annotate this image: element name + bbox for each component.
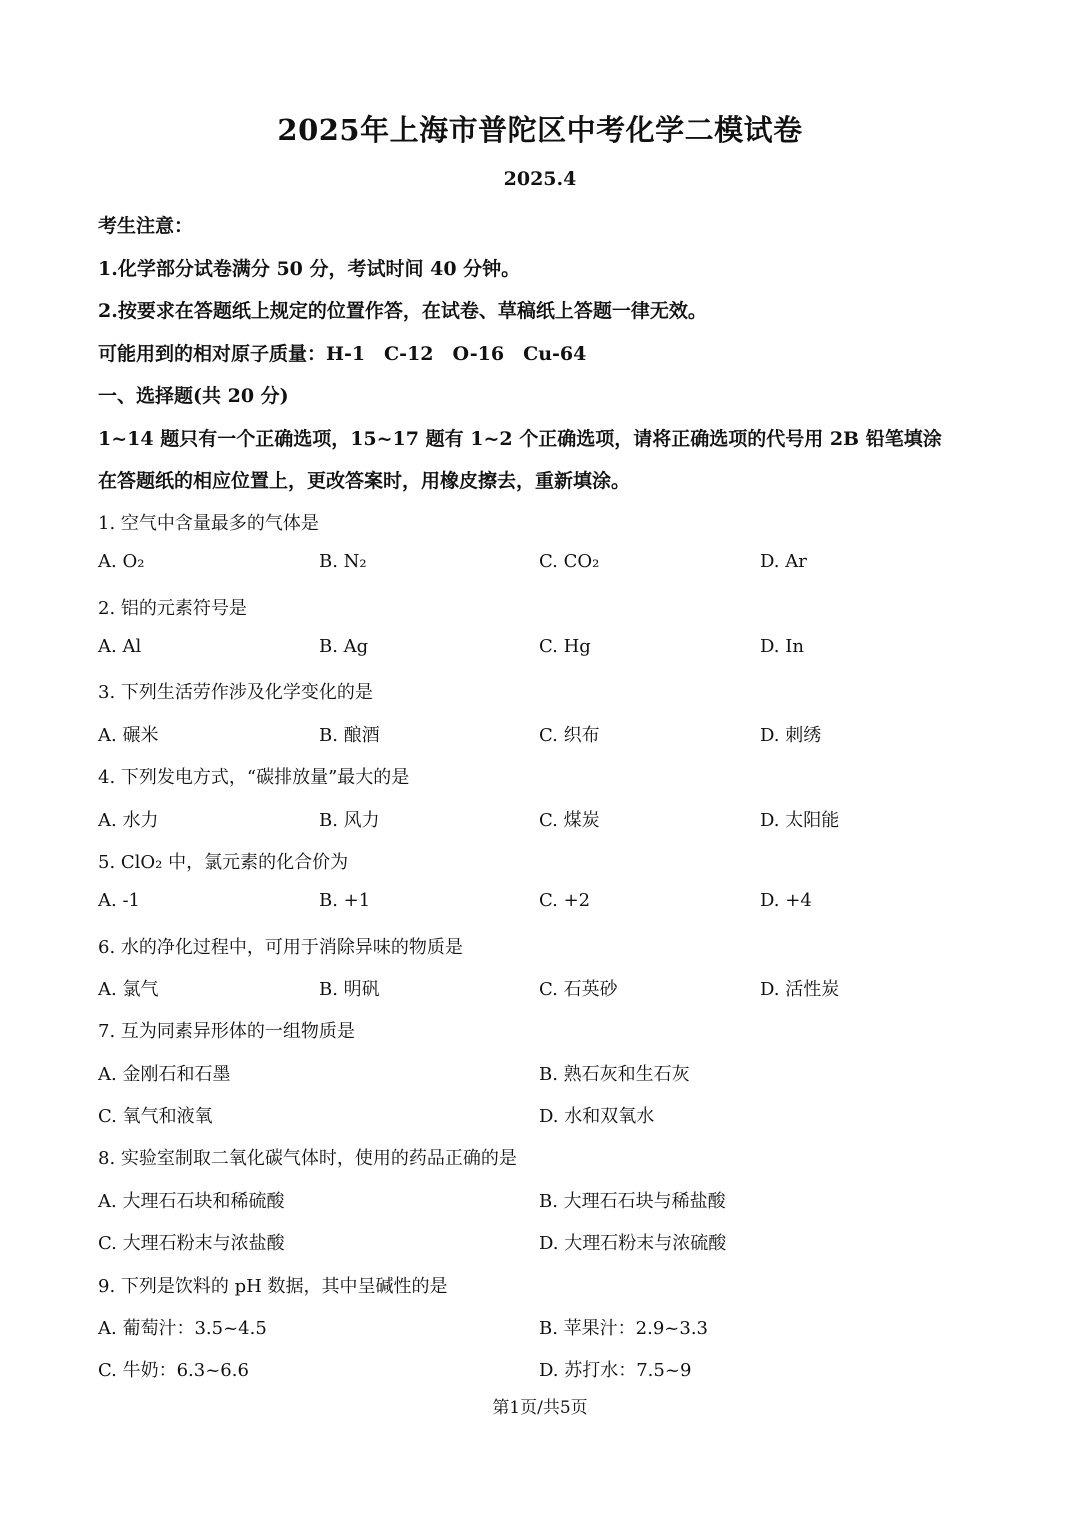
question-stem: 1. 空气中含量最多的气体是 xyxy=(98,513,319,534)
option-d: D. 太阳能 xyxy=(760,810,840,831)
option-a: A. Al xyxy=(98,636,142,657)
option-b: B. +1 xyxy=(319,890,371,911)
notice-item: 2.按要求在答题纸上规定的位置作答，在试卷、草稿纸上答题一律无效。 xyxy=(98,300,707,322)
option-c: C. 织布 xyxy=(539,725,600,746)
option-d: D. 苏打水：7.5~9 xyxy=(539,1360,692,1381)
option-a: A. 大理石石块和稀硫酸 xyxy=(98,1191,285,1212)
section-instructions: 在答题纸的相应位置上，更改答案时，用橡皮擦去，重新填涂。 xyxy=(98,470,631,492)
option-c: C. Hg xyxy=(539,636,591,657)
option-c: C. +2 xyxy=(539,890,591,911)
option-c: C. 牛奶：6.3~6.6 xyxy=(98,1360,249,1381)
notice-heading: 考生注意： xyxy=(98,215,194,237)
option-d: D. Ar xyxy=(760,551,807,572)
option-a: A. 水力 xyxy=(98,810,159,831)
option-d: D. +4 xyxy=(760,890,812,911)
option-d: D. 水和双氧水 xyxy=(539,1106,655,1127)
question-stem: 8. 实验室制取二氧化碳气体时，使用的药品正确的是 xyxy=(98,1148,517,1169)
question-stem: 6. 水的净化过程中，可用于消除异味的物质是 xyxy=(98,937,463,958)
option-b: B. Ag xyxy=(319,636,369,657)
question-stem: 5. ClO₂ 中，氯元素的化合价为 xyxy=(98,852,349,873)
option-b: B. 明矾 xyxy=(319,979,380,1000)
option-c: C. 石英砂 xyxy=(539,979,618,1000)
option-d: D. 大理石粉末与浓硫酸 xyxy=(539,1233,727,1254)
question-stem: 9. 下列是饮料的 pH 数据，其中呈碱性的是 xyxy=(98,1276,448,1297)
option-c: C. 煤炭 xyxy=(539,810,600,831)
option-d: D. 活性炭 xyxy=(760,979,840,1000)
option-c: C. 氧气和液氧 xyxy=(98,1106,213,1127)
option-a: A. 氯气 xyxy=(98,979,159,1000)
option-b: B. 苹果汁：2.9~3.3 xyxy=(539,1318,709,1339)
question-stem: 7. 互为同素异形体的一组物质是 xyxy=(98,1021,355,1042)
option-b: B. 酿酒 xyxy=(319,725,380,746)
option-c: C. CO₂ xyxy=(539,551,600,572)
exam-date: 2025.4 xyxy=(503,168,577,190)
option-d: D. In xyxy=(760,636,804,657)
notice-item: 1.化学部分试卷满分 50 分，考试时间 40 分钟。 xyxy=(98,258,521,280)
option-d: D. 刺绣 xyxy=(760,725,822,746)
section-instructions: 1~14 题只有一个正确选项，15~17 题有 1~2 个正确选项，请将正确选项的代号用 2B 铅笔填涂 xyxy=(98,428,942,450)
option-a: A. 葡萄汁：3.5~4.5 xyxy=(98,1318,267,1339)
option-c: C. 大理石粉末与浓盐酸 xyxy=(98,1233,285,1254)
question-stem: 3. 下列生活劳作涉及化学变化的是 xyxy=(98,682,373,703)
option-b: B. 熟石灰和生石灰 xyxy=(539,1064,690,1085)
option-a: A. -1 xyxy=(98,890,140,911)
option-b: B. N₂ xyxy=(319,551,367,572)
question-stem: 4. 下列发电方式，“碳排放量”最大的是 xyxy=(98,767,410,788)
option-a: A. 金刚石和石墨 xyxy=(98,1064,231,1085)
page-title: 2025年上海市普陀区中考化学二模试卷 xyxy=(277,113,803,147)
option-a: A. 碾米 xyxy=(98,725,159,746)
option-b: B. 大理石石块与稀盐酸 xyxy=(539,1191,726,1212)
option-a: A. O₂ xyxy=(98,551,145,572)
option-b: B. 风力 xyxy=(319,810,380,831)
atomic-masses: 可能用到的相对原子质量：H-1 C-12 O-16 Cu-64 xyxy=(98,343,587,365)
question-stem: 2. 铝的元素符号是 xyxy=(98,598,247,619)
section-heading: 一、选择题(共 20 分) xyxy=(98,385,289,407)
page-indicator: 第1页/共5页 xyxy=(492,1398,588,1418)
